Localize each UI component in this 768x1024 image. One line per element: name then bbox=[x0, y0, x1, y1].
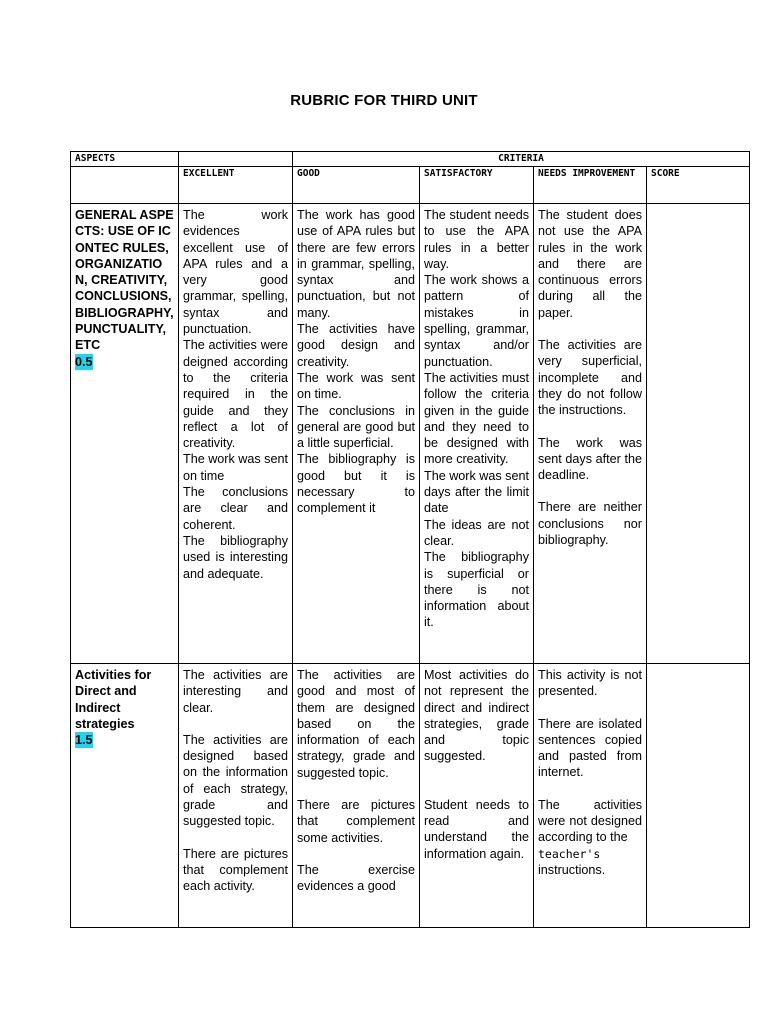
score-cell bbox=[647, 204, 750, 664]
document-title: RUBRIC FOR THIRD UNIT bbox=[290, 92, 478, 109]
excellent-header: EXCELLENT bbox=[179, 167, 293, 204]
criteria-text: There are neither conclusions nor bibliography. bbox=[538, 500, 642, 548]
criteria-text: The activities are designed based on the information of each strategy, grade and suggested topic. bbox=[183, 732, 288, 829]
criteria-text: teacher's bbox=[538, 846, 601, 861]
rubric-row bbox=[71, 204, 750, 664]
needs-improvement-cell bbox=[534, 664, 647, 928]
criteria-text: The activities are interesting and clear. bbox=[183, 668, 288, 715]
criteria-text: The work was sent days after the limit date bbox=[424, 468, 529, 516]
header-row-2 bbox=[71, 167, 750, 204]
excellent-cell bbox=[179, 664, 293, 928]
criteria-text: The activities are very superficial, incomplete and they do not follow the instructions. bbox=[538, 338, 642, 418]
criteria-text: The conclusions are clear and coherent. bbox=[183, 485, 288, 532]
good-cell bbox=[293, 204, 420, 664]
score-header: SCORE bbox=[647, 167, 750, 204]
aspects-header: ASPECTS bbox=[71, 152, 179, 167]
satisfactory-cell bbox=[420, 204, 534, 664]
aspect-cell bbox=[71, 204, 179, 664]
needs-improvement-cell bbox=[534, 204, 647, 664]
criteria-text: The conclusions in general are good but a little superficial. bbox=[297, 403, 415, 451]
satisfactory-cell bbox=[420, 664, 534, 928]
blank-header-cell bbox=[179, 152, 293, 167]
criteria-text: The work evidences excellent use of APA rules and a very good grammar, spelling, syntax and punctuation. bbox=[183, 208, 288, 337]
good-header: GOOD bbox=[293, 167, 420, 204]
criteria-text: The exercise evidences a good bbox=[297, 862, 415, 894]
score-cell bbox=[647, 664, 750, 928]
criteria-text: The ideas are not clear. bbox=[424, 517, 529, 548]
criteria-text: The activities are good and most of them are designed based on the information of each strategy, grade and suggested topic. bbox=[297, 668, 415, 780]
rubric-table bbox=[70, 151, 750, 928]
criteria-text: The work was sent on time. bbox=[297, 370, 415, 402]
criteria-text: The activities must follow the criteria given in the guide and they need to be designed with more creativity. bbox=[424, 370, 529, 467]
aspect-label: GENERAL ASPECTS: USE OF ICONTEC RULES, ORGANIZATION, CREATIVITY, CONCLUSIONS, BIBLIOGRAPHY, PUNCTUALITY, ETC bbox=[75, 208, 174, 353]
criteria-text: The bibliography is good but it is necessary to complement it bbox=[297, 452, 415, 516]
criteria-text: There are pictures that complement some activities. bbox=[297, 798, 415, 845]
good-cell bbox=[293, 664, 420, 928]
criteria-text: The activities have good design and creativity. bbox=[297, 322, 415, 369]
criteria-text: The work was sent days after the deadline. bbox=[538, 435, 642, 483]
blank-header-cell bbox=[71, 167, 179, 204]
header-row-1 bbox=[71, 152, 750, 167]
criteria-text: The work was sent on time bbox=[183, 452, 288, 483]
criteria-text: The student does not use the APA rules in the work and there are continuous errors during all the paper. bbox=[538, 208, 642, 320]
aspect-cell bbox=[71, 664, 179, 928]
criteria-header: CRITERIA bbox=[293, 152, 750, 167]
excellent-cell bbox=[179, 204, 293, 664]
aspect-score: 1.5 bbox=[75, 733, 93, 748]
criteria-text: The student needs to use the APA rules in a better way. bbox=[424, 208, 529, 271]
criteria-text: There are isolated sentences copied and pasted from internet. bbox=[538, 716, 642, 780]
needs-improvement-header: NEEDS IMPROVEMENT bbox=[534, 167, 647, 204]
criteria-text: The work has good use of APA rules but there are few errors in grammar, spelling, syntax and punctuation, but not many. bbox=[297, 208, 415, 320]
rubric-row bbox=[71, 664, 750, 928]
criteria-text: The work shows a pattern of mistakes in spelling, grammar, syntax and/or punctuation. bbox=[424, 273, 529, 369]
criteria-text: The bibliography used is interesting and adequate. bbox=[183, 533, 288, 581]
criteria-text: The activities were not designed according to the bbox=[538, 797, 642, 845]
criteria-text: The bibliography is superficial or there is not information about it. bbox=[424, 550, 529, 630]
criteria-text: Student needs to read and understand the information again. bbox=[424, 797, 529, 861]
criteria-text: instructions. bbox=[538, 862, 606, 877]
criteria-text: There are pictures that complement each activity. bbox=[183, 846, 288, 894]
aspect-score: 0.5 bbox=[75, 354, 93, 369]
satisfactory-header: SATISFACTORY bbox=[420, 167, 534, 204]
aspect-label: Activities for Direct and Indirect strategies bbox=[75, 668, 152, 731]
criteria-text: Most activities do not represent the direct and indirect strategies, grade and topic suggested. bbox=[424, 668, 529, 764]
criteria-text: This activity is not presented. bbox=[538, 668, 642, 699]
criteria-text: The activities were deigned according to the criteria required in the guide and they reflect a lot of creativity. bbox=[183, 338, 288, 451]
